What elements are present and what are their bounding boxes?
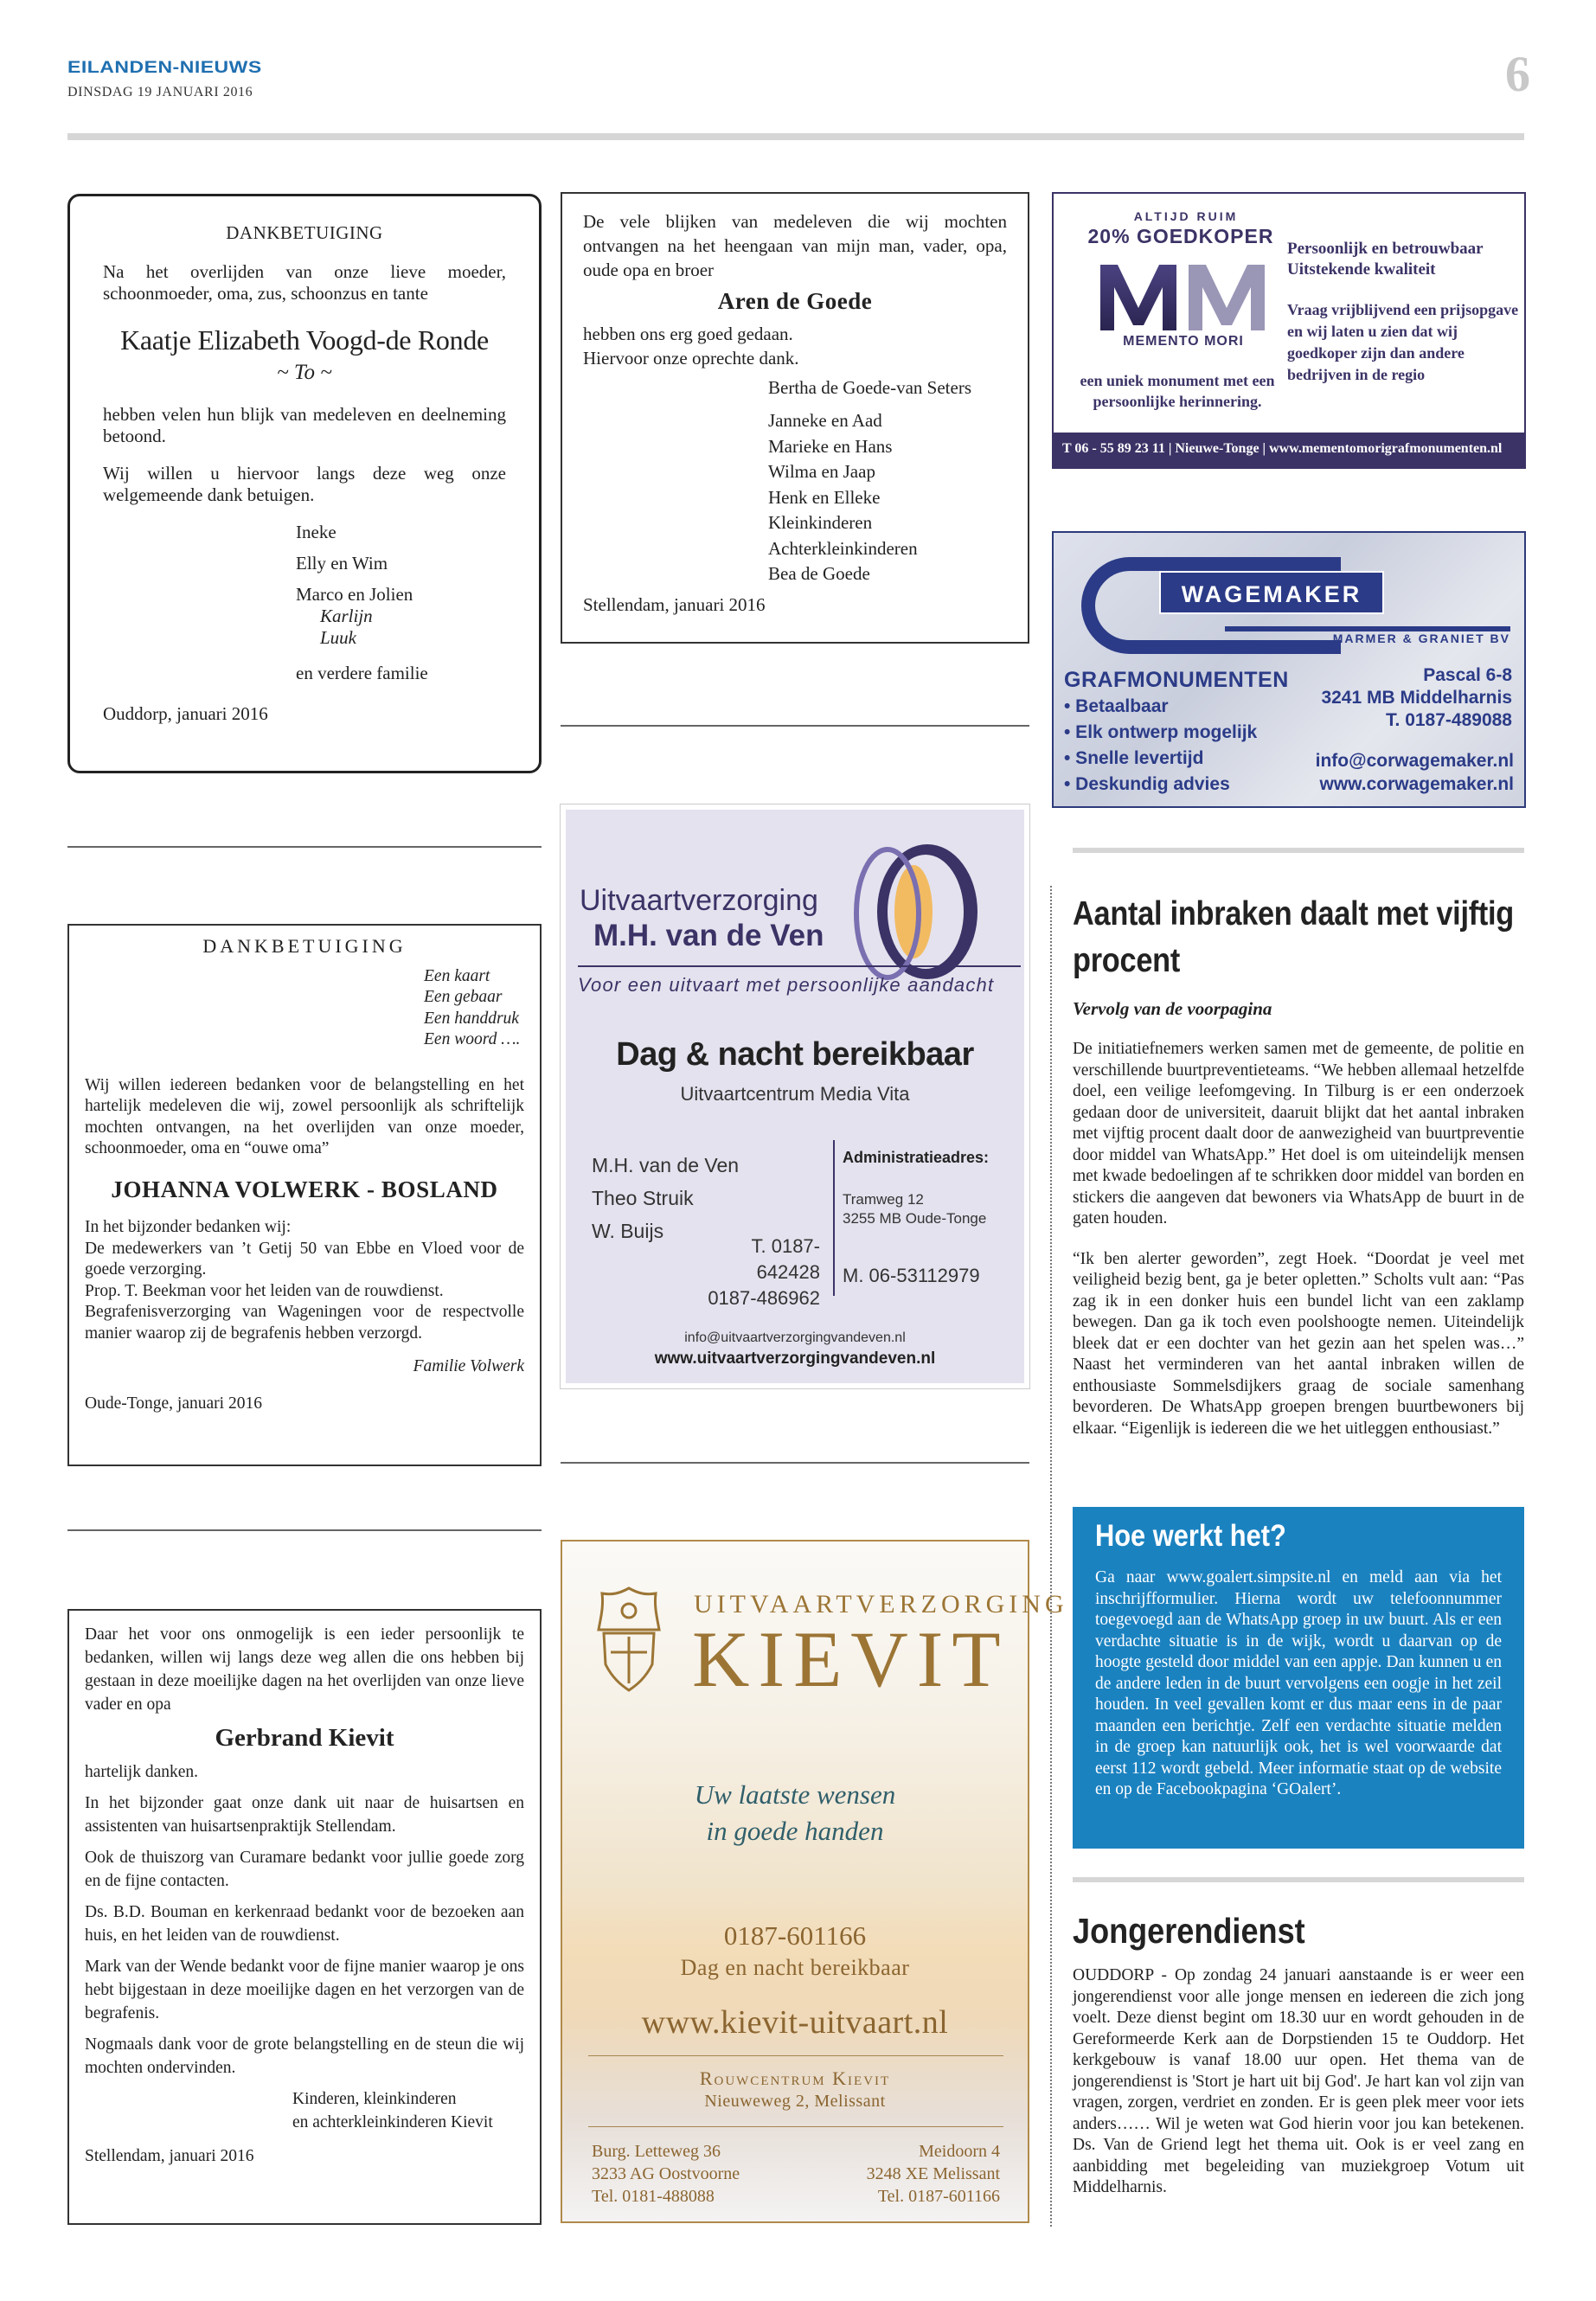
notice-text: Wij willen iedereen bedanken voor de belangstelling en het hartelijk medeleven die wij, zowel persoonlijk als schriftelijk mochten ontvangen, na het overlijden van onze moeder, schoonmoeder, oma en “ouwe oma”	[85, 1075, 524, 1157]
phone: T. 0187-642428	[751, 1235, 820, 1283]
signer: Ineke	[296, 522, 337, 542]
signers	[296, 522, 506, 684]
ad-text: een uniek monument met een persoonlijke herinnering.	[1080, 372, 1275, 410]
ad-features	[1287, 239, 1525, 386]
ad-address-left	[592, 2140, 740, 2208]
notice-text: In het bijzonder gaat onze dank uit naar de huisartsen en assistenten van huisartsenpraktijk Stellendam.	[85, 1794, 524, 1836]
ad-title: M.H. van de Ven	[593, 919, 824, 952]
address-line: 3248 XE Melissant	[866, 2164, 1000, 2183]
address-line: 3233 AG Oostvoorne	[592, 2164, 740, 2183]
notice-place: Oude-Tonge, januari 2016	[85, 1394, 262, 1413]
article-title: Aantal inbraken daalt met vijftig procent	[1073, 895, 1515, 979]
ad-slogan	[562, 1777, 1028, 1849]
page-number: 6	[1505, 46, 1530, 102]
deceased-name: Gerbrand Kievit	[215, 1724, 394, 1752]
email: info@corwagemaker.nl	[1315, 751, 1514, 771]
column-divider	[1073, 848, 1524, 853]
ad-bullet: • Elk ontwerp mogelijk	[1064, 722, 1258, 742]
ad-divider	[833, 1140, 835, 1296]
slogan-line: in goede handen	[706, 1816, 884, 1846]
address-line: Pascal 6-8	[1423, 665, 1512, 685]
ad-rule	[588, 2126, 1003, 2127]
ad-brand: WAGEMAKER	[1159, 571, 1384, 614]
ad-bullets	[1064, 694, 1257, 798]
article-paragraph: “Ik ben alerter geworden”, zegt Hoek. “Doordat je veel met veiligheid bezig bent, ga je beter opletten.” Scholts vult aan: “Pas zag ik in een donker huis een bundel licht van een zaklamp bewegen. Dan ga ik toch even poolshoogte nemen. Uiteindelijk bleek dat er een dochter van het gezin aan het spelen was…” Naast het verminderen van het aantal inbraken willen de enthousiaste Sommelsdijkers graag de sociale samenhang bevorderen. De WhatsApp groepen brengen buurtbewoners bij elkaar. “Eigenlijk is iedereen die we het uitleggen enthousiast.”	[1073, 1249, 1524, 1438]
poem-line: Een handdruk	[424, 1009, 519, 1028]
column-rule	[1050, 886, 1052, 2227]
infobox-title: Hoe werkt het?	[1095, 1519, 1286, 1553]
ad-wagemaker	[1052, 531, 1526, 808]
ad-feature: Uitstekende kwaliteit	[1287, 260, 1436, 279]
ad-rule	[578, 965, 1021, 967]
signer: Kleinkinderen	[768, 512, 873, 533]
signer: Bea de Goede	[768, 563, 870, 584]
column-divider	[67, 846, 542, 848]
infobox	[1073, 1507, 1524, 1849]
poem-line: Een kaart	[424, 966, 490, 985]
notice-text: De medewerkers van ’t Getij 50 van Ebbe en Vloed voor de goede verzorging.	[85, 1239, 524, 1279]
article-inbraken	[1073, 891, 1524, 1458]
notice-place: Ouddorp, januari 2016	[103, 703, 268, 724]
dateline: DINSDAG 19 JANUARI 2016	[67, 85, 253, 99]
notice-kievit	[67, 1609, 542, 2225]
ad-bullet: • Deskundig advies	[1064, 774, 1230, 794]
ad-kievit	[561, 1540, 1068, 2223]
ad-subline: Uitvaartcentrum Media Vita	[680, 1083, 910, 1105]
deceased-name: Kaatje Elizabeth Voogd-de Ronde	[120, 324, 489, 356]
notice-intro: Daar het voor ons onmogelijk is een ieder persoonlijk te bedanken, willen wij langs deze weg allen die ons hebben bij gestaan in deze moeilijke dagen na het overlijden van onze lieve vader en opa	[85, 1625, 524, 1714]
column-divider	[1073, 1877, 1524, 1882]
signer: en achterkleinkinderen Kievit	[292, 2113, 493, 2131]
notice-text: Ds. B.D. Bouman en kerkenraad bedankt voor de bezoeken aan huis, en het leiden van de rouwdienst.	[85, 1903, 524, 1945]
contact-name: M.H. van de Ven	[592, 1154, 740, 1176]
signer: Achterkleinkinderen	[768, 537, 918, 559]
address-line: 3255 MB Oude-Tonge	[843, 1210, 987, 1227]
ad-availability: Dag en nacht bereikbaar	[680, 1955, 910, 1980]
header-rule	[67, 133, 1524, 140]
ad-slogan: 20% GOEDKOPER	[1087, 225, 1274, 247]
deceased-name: JOHANNA VOLWERK - BOSLAND	[111, 1176, 498, 1202]
notice-text: hebben ons erg goed gedaan.	[583, 324, 793, 344]
column-divider	[67, 1529, 542, 1531]
notice-text: Prop. T. Beekman voor het leiden van de rouwdienst.	[85, 1281, 444, 1300]
ad-contact-bar: T 06 - 55 89 23 11 | Nieuwe-Tonge | www.mementomorigrafmonumenten.nl	[1054, 433, 1524, 467]
signers	[768, 408, 1007, 587]
contact-name: Theo Struik	[592, 1187, 694, 1209]
notice-text: Wij willen u hiervoor langs deze weg onze welgemeende dank betuigen.	[103, 463, 506, 505]
kievit-crest-icon	[593, 1585, 664, 1695]
ad-headline: Dag & nacht bereikbaar	[616, 1036, 974, 1073]
website: www.corwagemaker.nl	[1319, 774, 1514, 794]
poem-line: Een gebaar	[424, 988, 503, 1006]
article-paragraph: OUDDORP - Op zondag 24 januari aanstaande is er weer een jongerendienst voor alle jonge mensen en iedereen die zich jong voelt. Deze dienst begint om 18.30 uur en wordt gehouden in de Gereformeerde Kerk aan de Dorpstienden 15 te Ouddorp. Het kerkgebouw is vanaf 18.00 uur open. Het thema van de jongerendienst is 'Stort je hart uit bij God'. Je hart kan vol zijn van vragen, zorgen, verdriet en zonden. Er is geen plek meer voor iets anders…… Wil je weten wat God hierin voor jou kan betekenen. Ds. Van de Griend legt het thema uit. Ook is er veel zang en aanbidding met begeleiding van muziekgroep Votum uit Middelharnis.	[1073, 1966, 1524, 2196]
masthead: EILANDEN-NIEUWS	[67, 57, 262, 77]
van-de-ven-logo-icon	[853, 843, 981, 990]
ad-names	[592, 1149, 739, 1247]
address-line: Tramweg 12	[843, 1191, 924, 1208]
phone: Tel. 0181-488088	[592, 2187, 715, 2206]
notice-intro: Na het overlijden van onze lieve moeder, schoonmoeder, oma, zus, schoonzus en tante	[103, 261, 506, 304]
ad-rule	[588, 2055, 1003, 2056]
notice-volwerk	[67, 924, 542, 1466]
address-line: Burg. Letteweg 36	[592, 2142, 721, 2161]
ad-label: UITVAARTVERZORGING	[694, 1590, 1068, 1618]
notice-caption: DANKBETUIGING	[202, 935, 407, 957]
poem-line: Een woord ….	[424, 1030, 521, 1048]
grandchild: Luuk	[320, 627, 356, 648]
ad-bullet: • Betaalbaar	[1064, 696, 1169, 716]
ad-admin-address	[843, 1190, 986, 1228]
signer: Marco en Jolien	[296, 584, 413, 605]
family: Familie Volwerk	[413, 1357, 524, 1375]
notice-place: Stellendam, januari 2016	[85, 2147, 254, 2165]
notice-text: Hiervoor onze oprechte dank.	[583, 348, 799, 369]
contact-name: W. Buijs	[592, 1220, 664, 1242]
notice-text: hartelijk danken.	[85, 1763, 199, 1781]
notice-text: Mark van der Wende bedankt voor de fijne manier waarop je ons hebt bijgestaan in deze moeilijke dagen en het verzorgen van de begrafenis.	[85, 1958, 524, 2022]
ad-web	[1316, 749, 1514, 796]
website: www.kievit-uitvaart.nl	[641, 2004, 949, 2041]
family: en verdere familie	[296, 663, 428, 683]
mobile-phone: M. 06-53112979	[843, 1265, 980, 1286]
signer: Janneke en Aad	[768, 410, 882, 431]
article-subtitle: Vervolg van de voorpagina	[1073, 998, 1272, 1019]
website: www.uitvaartverzorgingvandeven.nl	[654, 1349, 936, 1368]
notice-voogd	[67, 194, 542, 773]
notice-goede	[561, 192, 1029, 644]
logo-text: MEMENTO MORI	[1123, 334, 1244, 349]
phone: T. 0187-489088	[1386, 710, 1512, 730]
ad-van-de-ven	[561, 804, 1029, 1388]
ad-phones	[690, 1234, 820, 1311]
deceased-name: Aren de Goede	[717, 288, 873, 314]
phone: Tel. 0187-601166	[877, 2187, 1000, 2206]
ad-slogan: ALTIJD RUIM	[1133, 209, 1239, 223]
signer: Wilma en Jaap	[768, 461, 875, 482]
signer: Marieke en Hans	[768, 435, 893, 457]
signer: Elly en Wim	[296, 553, 388, 574]
notice-text: Nogmaals dank voor de grote belangstelling en de steun die wij mochten ondervinden.	[85, 2035, 524, 2077]
column-divider	[561, 1462, 1029, 1464]
ad-centre-address: Nieuweweg 2, Melissant	[704, 2092, 886, 2111]
article-paragraph: De initiatiefnemers werken samen met de gemeente, de politie en verschillende buurtpreventieteams. “We hebben allemaal hetzelfde doel, een veilige leefomgeving. In Tilburg is er een onderzoek gedaan door de universiteit, daaruit blijkt dat het aantal inbraken met vijftig procent daalt door de aanwezigheid van buurtpreventie door middel van WhatsApp.” Het doel is om uiteindelijk mensen met kwade bedoelingen af te schrikken door middel van borden en stickers die aangeven dat bewoners via WhatsApp de buurt in de gaten houden.	[1073, 1040, 1524, 1227]
article-title: Jongerendienst	[1073, 1911, 1305, 1951]
ad-tagline: Voor een uitvaart met persoonlijke aandacht	[578, 974, 995, 996]
slogan-line: Uw laatste wensen	[694, 1779, 896, 1810]
notice-text: hebben velen hun blijk van medeleven en deelneming betoond.	[103, 404, 506, 446]
ad-brand: KIEVIT	[692, 1615, 1010, 1703]
ad-admin-label: Administratieadres:	[843, 1149, 990, 1166]
ad-centre: Rouwcentrum Kievit	[699, 2067, 891, 2089]
grandchild: Karlijn	[320, 606, 373, 626]
poem	[424, 966, 524, 1051]
notice-place: Stellendam, januari 2016	[583, 593, 766, 615]
article-jongerendienst	[1073, 1908, 1524, 2199]
ad-address	[1321, 664, 1512, 732]
notice-text: Ook de thuiszorg van Curamare bedankt voor jullie goede zorg en de fijne contacten.	[85, 1849, 524, 1890]
address-line: Meidoorn 4	[919, 2142, 1000, 2161]
infobox-text: Ga naar www.goalert.simpsite.nl en meld aan via het inschrijfformulier. Hierna wordt uw telefoonnummer toegevoegd aan de WhatsApp groep in uw buurt. Als er een verdachte situatie is in de wijk, wordt u daarvan op de hoogte gesteld door middel van een appje. Dan kunnen u en de andere leden in de buurt vervolgens een oogje in het zeil houden. In veel gevallen komt er dus maar eens in de paar maanden een berichtje. Zelf een verdachte situatie melden in de groep kan natuurlijk ook, het is wel voorwaarde dat eerst 112 wordt gebeld. Meer informatie staat op de website en op de Facebookpagina ‘GOalert’.	[1095, 1568, 1502, 1798]
notice-text: In het bijzonder bedanken wij:	[85, 1218, 292, 1236]
signer: Kinderen, kleinkinderen	[292, 2090, 457, 2108]
ad-bullet: • Snelle levertijd	[1064, 748, 1204, 768]
address-line: 3241 MB Middelharnis	[1321, 688, 1512, 708]
ad-memento-mori	[1052, 192, 1526, 469]
ad-brand-sub: MARMER & GRANIET BV	[1225, 626, 1510, 645]
column-divider	[561, 725, 1029, 727]
signer: Bertha de Goede-van Seters	[768, 377, 971, 398]
signer: Henk en Elleke	[768, 486, 881, 508]
deceased-nickname: ~ To ~	[277, 361, 332, 384]
notice-caption: DANKBETUIGING	[226, 222, 383, 243]
ad-text: Vraag vrijblijvend een prijsopgave en wij laten u zien dat wij goedkoper zijn dan andere bedrijven in de regio	[1287, 301, 1519, 383]
phone: 0187-601166	[723, 1920, 867, 1951]
notice-text: Begrafenisverzorging van Wageningen voor de respectvolle manier waarop zij de begrafenis hebben verzorgd.	[85, 1303, 524, 1343]
email: info@uitvaartverzorgingvandeven.nl	[684, 1330, 906, 1345]
phone: 0187-486962	[708, 1287, 820, 1309]
ad-feature: Persoonlijk en betrouwbaar	[1287, 240, 1484, 258]
notice-intro: De vele blijken van medeleven die wij mochten ontvangen na het heengaan van mijn man, vader, opa, oude opa en broer	[583, 211, 1007, 280]
ad-title: Uitvaartverzorging	[580, 884, 818, 917]
ad-heading: GRAFMONUMENTEN	[1064, 668, 1289, 692]
ad-address-right	[867, 2140, 1000, 2208]
